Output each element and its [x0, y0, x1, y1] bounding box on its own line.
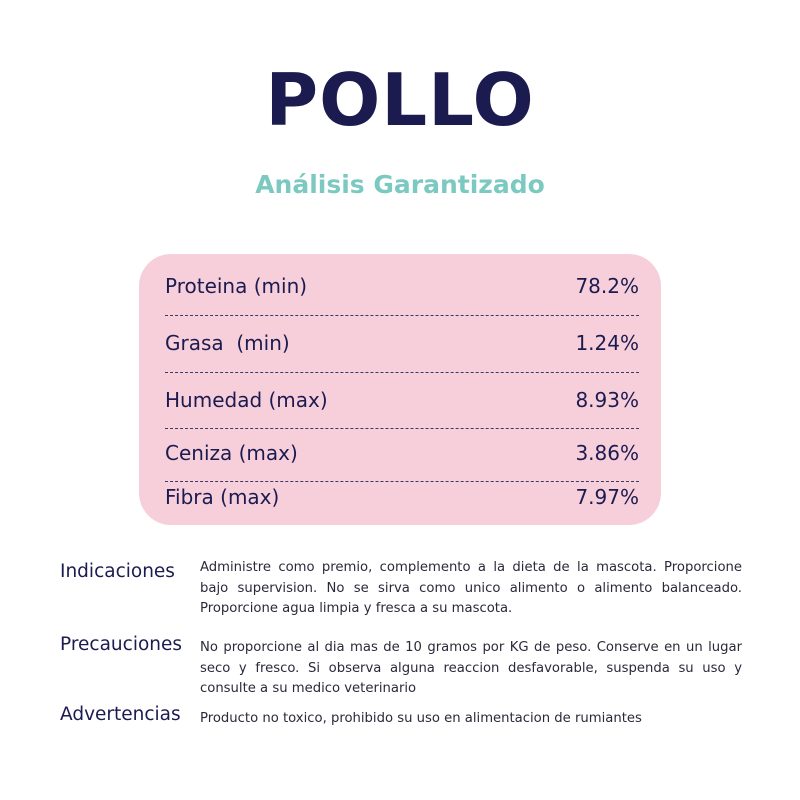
- analysis-label: Ceniza (max): [165, 441, 298, 465]
- analysis-label: Grasa (min): [165, 331, 290, 355]
- analysis-row-ash: [165, 441, 639, 465]
- precauciones-heading: Precauciones: [60, 634, 183, 655]
- row-divider: [165, 428, 639, 429]
- indicaciones-heading: Indicaciones: [60, 561, 175, 582]
- analysis-row-protein: [165, 274, 639, 298]
- advertencias-heading: Advertencias: [60, 704, 181, 725]
- row-divider: [165, 315, 639, 316]
- analysis-label: Proteina (min): [165, 274, 308, 298]
- analysis-label: Humedad (max): [165, 388, 328, 412]
- analysis-value: 78.2%: [575, 274, 639, 298]
- analysis-value: 3.86%: [575, 441, 639, 465]
- analysis-label: Fibra (max): [165, 485, 280, 509]
- page-subtitle: Análisis Garantizado: [255, 170, 545, 199]
- page-title: POLLO: [265, 58, 535, 142]
- analysis-value: 8.93%: [575, 388, 639, 412]
- analysis-row-fiber: [165, 485, 639, 509]
- advertencias-text: Producto no toxico, prohibido su uso en alimentacion de rumiantes: [200, 711, 642, 726]
- indicaciones-text: Administre como premio, complemento a la dieta de la mascota. Proporcione bajo supervision. No se sirva como unico alimento o alimento balanceado. Proporcione agua limpia y fresca a su mascota.: [200, 560, 742, 616]
- analysis-value: 1.24%: [575, 331, 639, 355]
- precauciones-text: No proporcione al dia mas de 10 gramos por KG de peso. Conserve en un lugar seco y fresco. Si observa alguna reaccion desfavorable, suspenda su uso y consulte a su medico veterinario: [200, 640, 742, 696]
- analysis-row-moisture: [165, 388, 639, 412]
- analysis-value: 7.97%: [575, 485, 639, 509]
- row-divider: [165, 481, 639, 482]
- row-divider: [165, 372, 639, 373]
- guaranteed-analysis-table: [139, 254, 661, 525]
- analysis-row-fat: [165, 331, 639, 355]
